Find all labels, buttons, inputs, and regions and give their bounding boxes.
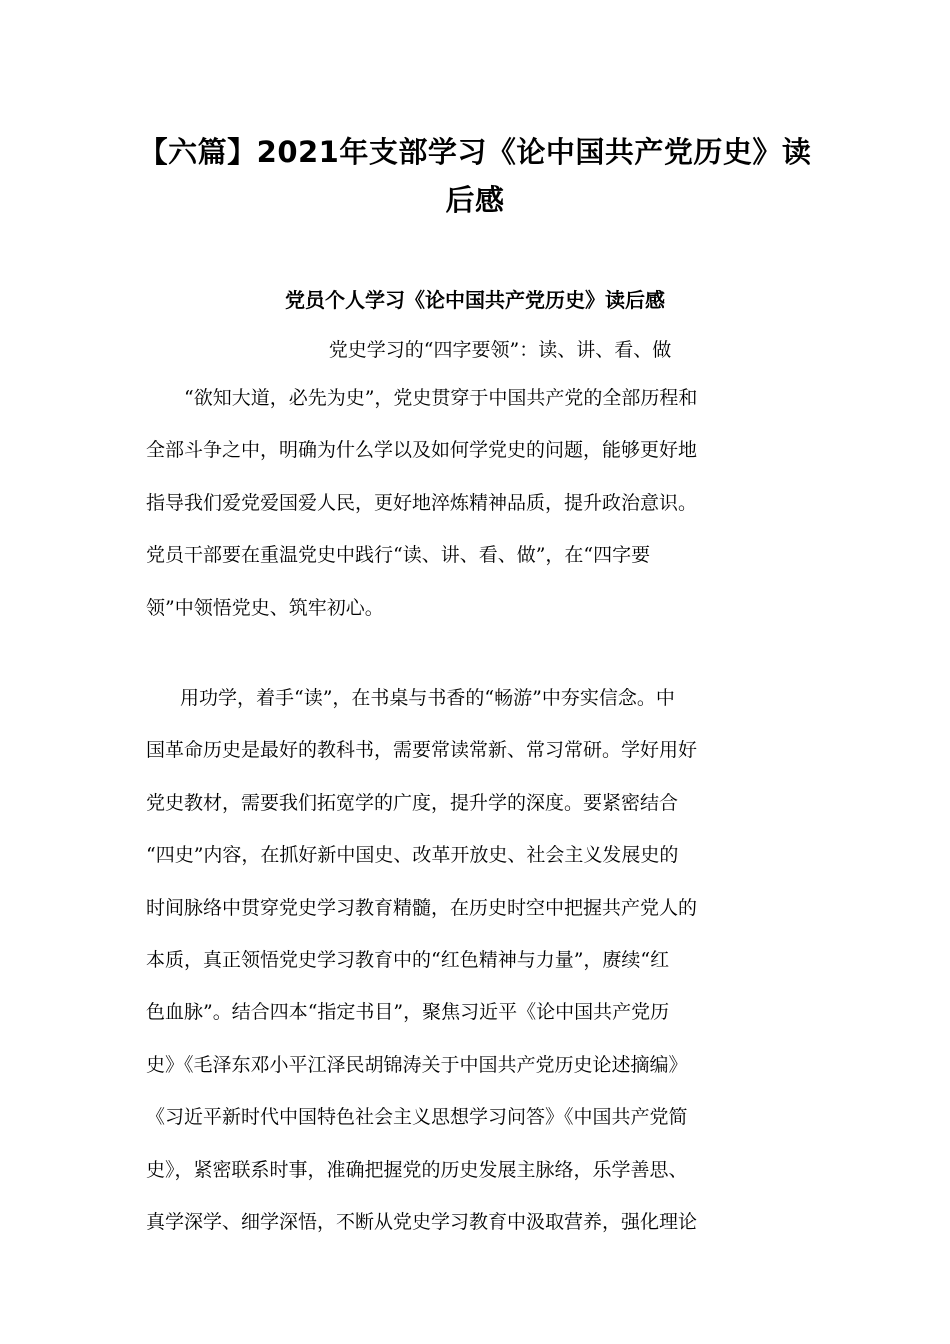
paragraph-line: 指导我们爱党爱国爱人民，更好地淬炼精神品质，提升政治意识。 [146,491,698,514]
paragraph-line: 国革命历史是最好的教科书，需要常读常新、常习常研。学好用好 [146,739,698,762]
body-paragraph [146,672,811,1248]
paragraph-line: 党员干部要在重温党史中践行“读、讲、看、做”，在“四字要 [146,544,651,567]
section-heading: 党员个人学习《论中国共产党历史》读后感 [285,288,665,312]
paragraph-line: 色血脉”。结合四本“指定书目”，聚焦习近平《论中国共产党历 [146,1001,670,1024]
document-title-line: 【六篇】2021年支部学习《论中国共产党历史》读 [138,135,812,169]
paragraph-line: “四史”内容，在抓好新中国史、改革开放史、社会主义发展史的 [146,844,679,867]
paragraph-line: 《习近平新时代中国特色社会主义思想学习问答》《中国共产党简 [146,1106,688,1129]
paragraph-line: 本质，真正领悟党史学习教育中的“红色精神与力量”，赓续“红 [146,948,670,971]
paragraph-line: 史》《毛泽东邓小平江泽民胡锦涛关于中国共产党历史论述摘编》 [146,1053,688,1076]
paragraph-line: 用功学，着手“读”，在书桌与书香的“畅游”中夯实信念。中 [180,687,675,709]
paragraph-line: 全部斗争之中，明确为什么学以及如何学党史的问题，能够更好地 [146,439,698,462]
section-subheading: 党史学习的“四字要领”：读、讲、看、做 [328,339,672,361]
paragraph-line: 党史教材，需要我们拓宽学的广度，提升学的深度。要紧密结合 [146,791,679,814]
body-paragraph [146,372,811,634]
document-title [120,128,830,224]
paragraph-line: 真学深学、细学深悟，不断从党史学习教育中汲取营养，强化理论 [146,1210,698,1233]
paragraph-line: “欲知大道，必先为史”，党史贯穿于中国共产党的全部历程和 [184,387,698,409]
paragraph-line: 时间脉络中贯穿党史学习教育精髓，在历史时空中把握共产党人的 [146,896,698,919]
paragraph-line: 史》，紧密联系时事，准确把握党的历史发展主脉络，乐学善思、 [146,1158,688,1181]
paragraph-line: 领”中领悟党史、筑牢初心。 [146,596,384,619]
document-title-line: 后感 [445,183,505,217]
